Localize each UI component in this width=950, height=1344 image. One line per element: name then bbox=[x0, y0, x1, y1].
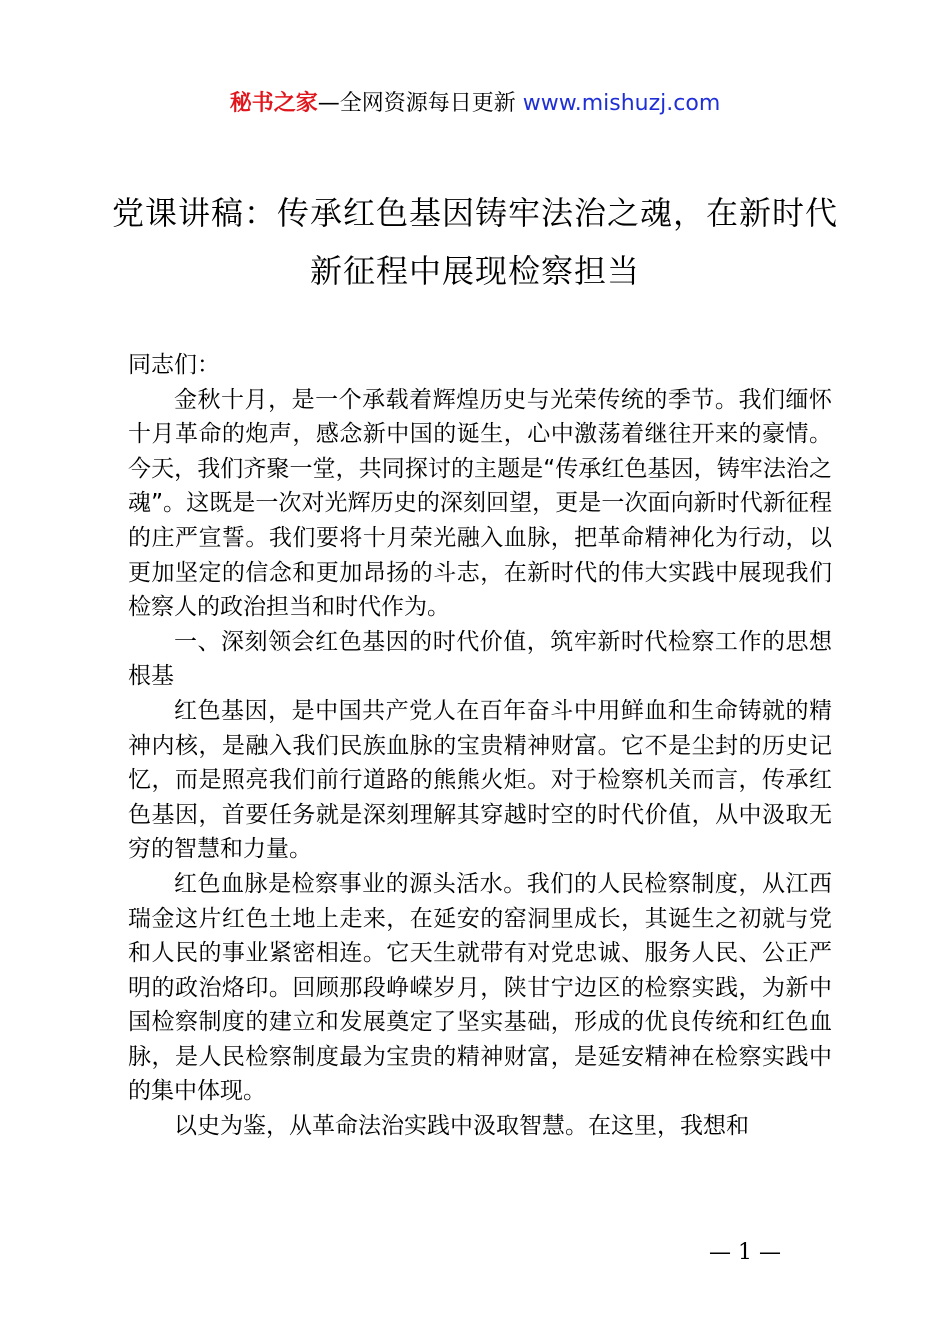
paragraph-red-bloodline: 红色血脉是检察事业的源头活水。我们的人民检察制度，从江西瑞金这片红色土地上走来，在延安的窑洞里成长，其诞生之初就与党和人民的事业紧密相连。它天生就带有对党忠诚、服务人民、公正严明的政治烙印。回顾那段峥嵘岁月，陕甘宁边区的检察实践，为新中国检察制度的建立和发展奠定了坚实基础，形成的优良传统和红色血脉，是人民检察制度最为宝贵的精神财富，是延安精神在检察实践中的集中体现。 bbox=[128, 870, 832, 1105]
site-tagline: —全网资源每日更新 bbox=[317, 91, 516, 116]
section-heading-1: 一、深刻领会红色基因的时代价值，筑牢新时代检察工作的思想根基 bbox=[128, 628, 832, 690]
site-brand: 秘书之家 bbox=[229, 91, 318, 116]
document-title: 党课讲稿：传承红色基因铸牢法治之魂，在新时代新征程中展现检察担当 bbox=[111, 194, 838, 290]
site-url-link[interactable]: www.mishuzj.com bbox=[522, 91, 721, 116]
paragraph-red-gene: 红色基因，是中国共产党人在百年奋斗中用鲜血和生命铸就的精神内核，是融入我们民族血脉的宝贵精神财富。它不是尘封的历史记忆，而是照亮我们前行道路的熊熊火炬。对于检察机关而言，传承红色基因，首要任务就是深刻理解其穿越时空的时代价值，从中汲取无穷的智慧和力量。 bbox=[128, 697, 832, 863]
salutation: 同志们： bbox=[128, 352, 220, 378]
paragraph-history-lesson: 以史为鉴，从革命法治实践中汲取智慧。在这里，我想和 bbox=[174, 1113, 749, 1140]
site-header bbox=[0, 86, 950, 122]
paragraph-opening: 金秋十月，是一个承载着辉煌历史与光荣传统的季节。我们缅怀十月革命的炮声，感念新中国的诞生，心中激荡着继往开来的豪情。今天，我们齐聚一堂，共同探讨的主题是“传承红色基因，铸牢法治之魂”。这既是一次对光辉历史的深刻回望，更是一次面向新时代新征程的庄严宣誓。我们要将十月荣光融入血脉，把革命精神化为行动，以更加坚定的信念和更加昂扬的斗志，在新时代的伟大实践中展现我们检察人的政治担当和时代作为。 bbox=[128, 386, 832, 621]
page-number: — 1 — bbox=[709, 1240, 781, 1265]
document-body bbox=[128, 348, 832, 1144]
